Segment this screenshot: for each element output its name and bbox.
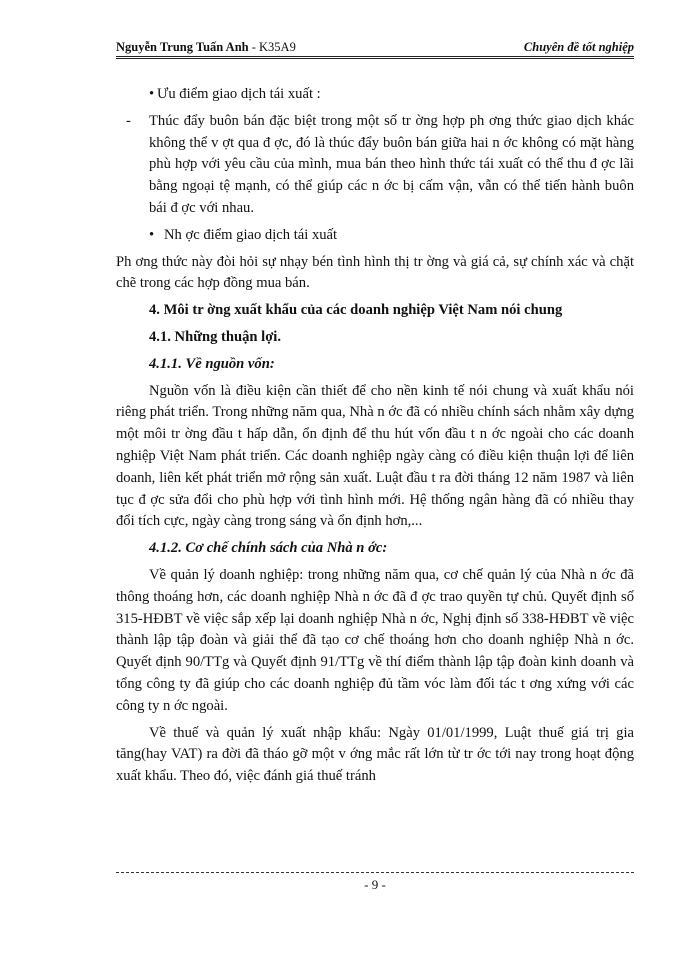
advantages-text: - Thúc đẩy buôn bán đặc biệt trong một số tr ờng hợp ph ơng thức giao dịch khác không thể v ợt qua đ ợc, đó là thúc đẩy buôn bán giữa hai n ớc không có mặt hàng phù hợp với yêu cầu của mình, mua bán theo hình thức tái xuất có thể thu đ ợc lãi bằng ngoại tệ mạnh, có thể giúp các n ớc bị cấm vận, vẫn có thể tiến hành buôn bái đ ợc với nhau. (126, 112, 634, 216)
paragraph-enterprise-management: Về quản lý doanh nghiệp: trong những năm qua, cơ chế quản lý của Nhà n ớc đã thông thoáng hơn, các doanh nghiệp Nhà n ớc đã đ ợc trao quyền tự chủ. Quyết định số 315-HĐBT về việc sắp xếp lại doanh nghiệp Nhà n ớc, Nghị định số 338-HĐBT về việc thành lập tập đoàn và giải thể đã tạo cơ chế thoáng hơn cho doanh nghiệp Nhà n ớc. Quyết định 90/TTg và Quyết định 91/TTg về thí điểm thành lập tập đoàn kinh doanh và tổng công ty đã giúp cho các doanh nghiệp đủ tầm vóc làm đối tác t ơng xứng với các công ty n ớc ngoài. (116, 566, 634, 714)
section-4-1-2-heading: 4.1.2. Cơ chế chính sách của Nhà n ớc: (149, 540, 388, 557)
section-4-1-1-heading: 4.1.1. Về nguồn vốn: (149, 355, 275, 372)
disadvantages-text: Ph ơng thức này đòi hỏi sự nhạy bén tình hình thị tr ờng và giá cả, sự chính xác và chặt chẽ trong các hợp đồng mua bán. (116, 253, 634, 292)
section-4-heading: 4. Môi tr ờng xuất khẩu của các doanh nghiệp Việt Nam nói chung (149, 302, 563, 319)
dash-icon: - (126, 112, 131, 129)
header-doc-type: Chuyên đề tốt nghiệp (523, 40, 634, 54)
page-body (116, 84, 634, 788)
bullet-icon: • (149, 226, 155, 243)
page-number: - 9 - (364, 877, 386, 892)
page-footer (116, 872, 634, 893)
section-4-1-heading: 4.1. Những thuận lợi. (149, 328, 282, 345)
footer-divider (116, 872, 634, 873)
bullet-icon: • (149, 86, 155, 102)
paragraph-capital: Nguồn vốn là điều kiện cần thiết để cho nền kinh tế nói chung và xuất khẩu nói riêng phát triển. Trong những năm qua, Nhà n ớc đã có nhiều chính sách nhằm xây dựng một môi tr ờng đầu t hấp dẫn, ổn định để thu hút vốn đầu t n ớc ngoài cho các doanh nghiệp Việt Nam phát triển. Các doanh nghiệp ngày càng có điều kiện thuận lợi để liên doanh, liên kết phát triển mở rộng sản xuất. Luật đầu t ra đời tháng 12 năm 1987 và liên tục đ ợc sửa đổi cho phù hợp với tình hình mới. Hệ thống ngân hàng đã có nhiều thay đổi tích cực, ngày càng trong sáng và ổn định hơn,... (116, 382, 634, 530)
page-header (116, 36, 634, 59)
advantages-heading: • Ưu điểm giao dịch tái xuất : (116, 84, 634, 106)
disadvantages-heading: • Nh ợc điểm giao dịch tái xuất (116, 225, 634, 247)
paragraph-tax-management: Về thuế và quản lý xuất nhập khẩu: Ngày 01/01/1999, Luật thuế giá trị gia tăng(hay VAT) ra đời đã tháo gỡ một v ớng mắc rất lớn từ tr ớc tới nay trong hoạt động xuất khẩu. Theo đó, việc đánh giá thuế tránh (116, 724, 634, 785)
header-author: Nguyễn Trung Tuấn Anh - K35A9 (116, 40, 296, 54)
header-class-code: - K35A9 (248, 40, 296, 54)
